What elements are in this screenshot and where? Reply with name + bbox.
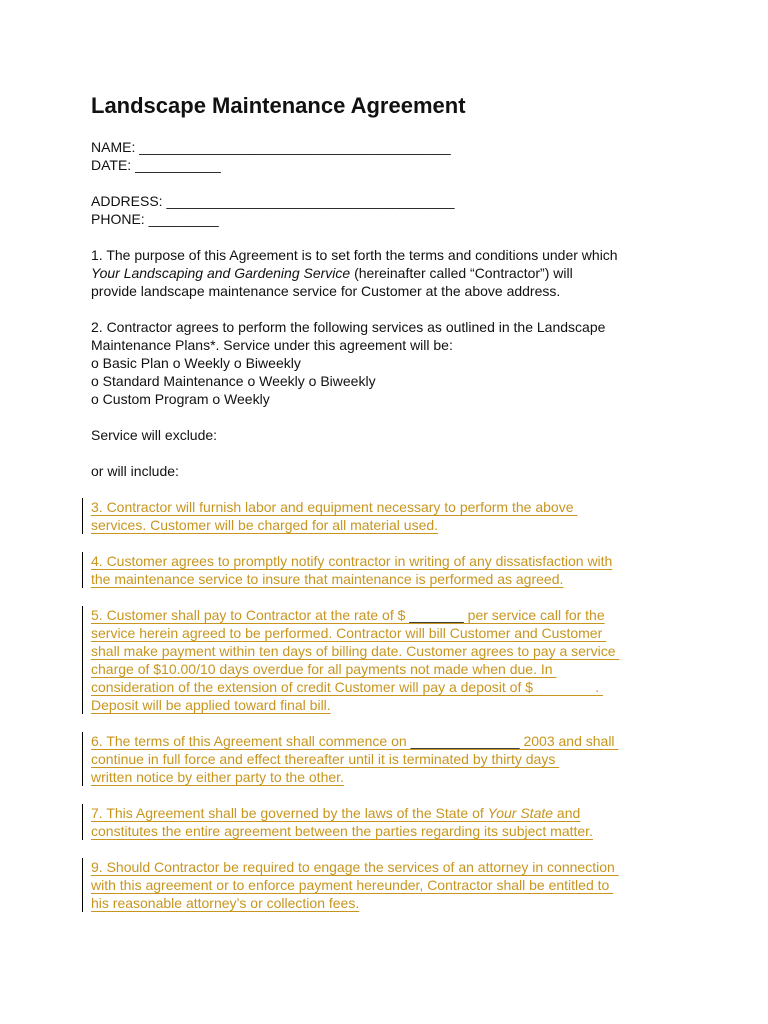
phone-field <box>91 210 761 228</box>
date-field <box>91 156 761 174</box>
clause-7-line-start: 7. This Agreement shall be governed by the laws of the State of <box>91 805 488 821</box>
clause-7-line: constitutes the entire agreement between the parties regarding its subject matter. <box>91 823 593 839</box>
clause-5-line <box>91 606 761 624</box>
clause-5 <box>91 606 761 714</box>
clause-7 <box>91 804 761 840</box>
clause-1-line: 1. The purpose of this Agreement is to set forth the terms and conditions under which <box>91 247 618 263</box>
phone-blank: _________ <box>148 211 219 227</box>
clause-2-line: Maintenance Plans*. Service under this agreement will be: <box>91 337 453 353</box>
change-bar <box>82 498 83 534</box>
clause-6-line: continue in full force and effect thereafter until it is terminated by thirty days <box>91 751 560 767</box>
clause-9 <box>91 858 761 912</box>
change-bar <box>82 858 83 912</box>
change-bar <box>82 732 83 786</box>
service-include <box>91 462 761 480</box>
name-label: NAME: <box>91 139 136 155</box>
rate-blank: _______ <box>409 607 464 623</box>
clause-5-line: Deposit will be applied toward final bill. <box>91 697 331 713</box>
service-include-line: or will include: <box>91 463 179 479</box>
address-label: ADDRESS: <box>91 193 163 209</box>
address-phone-fields <box>91 192 761 228</box>
clause-6-line-end: 2003 and shall <box>519 733 619 749</box>
address-field <box>91 192 761 210</box>
clause-3 <box>91 498 761 534</box>
clause-3-line: 3. Contractor will furnish labor and equipment necessary to perform the above <box>91 499 578 515</box>
clause-1 <box>91 246 761 300</box>
clause-2 <box>91 318 761 408</box>
clause-5-line: shall make payment within ten days of billing date. Customer agrees to pay a service <box>91 643 620 659</box>
name-blank: ________________________________________ <box>139 139 451 155</box>
change-bar <box>82 804 83 840</box>
clause-6-line-start: 6. The terms of this Agreement shall commence on <box>91 733 411 749</box>
clause-5-line-start: 5. Customer shall pay to Contractor at the rate of $ <box>91 607 410 623</box>
document-title: Landscape Maintenance Agreement <box>91 93 466 118</box>
clause-7-line <box>91 804 761 822</box>
contractor-name-italic: Your Landscaping and Gardening Service <box>91 265 351 281</box>
clause-1-line: provide landscape maintenance service for Customer at the above address. <box>91 283 561 299</box>
clause-5-line: service herein agreed to be performed. Contractor will bill Customer and Customer <box>91 625 607 641</box>
change-bar <box>82 552 83 588</box>
name-date-fields <box>91 138 761 174</box>
plan-option-custom: o Custom Program o Weekly <box>91 391 270 407</box>
clause-9-line: 9. Should Contractor be required to engage the services of an attorney in connection <box>91 859 619 875</box>
clause-5-line: charge of $10.00/10 days overdue for all payments not made when due. In <box>91 661 557 677</box>
clause-2-line: 2. Contractor agrees to perform the following services as outlined in the Landscape <box>91 319 606 335</box>
clause-5-line: consideration of the extension of credit Customer will pay a deposit of $ . <box>91 679 604 695</box>
document-page <box>91 93 761 930</box>
change-bar <box>82 606 83 714</box>
clause-6-line: written notice by either party to the other. <box>91 769 344 785</box>
clause-7-line-end: and <box>553 805 581 821</box>
clause-3-line: services. Customer will be charged for all material used. <box>91 517 439 533</box>
clause-9-line: his reasonable attorney’s or collection fees. <box>91 895 360 911</box>
plan-option-basic: o Basic Plan o Weekly o Biweekly <box>91 355 301 371</box>
service-exclude <box>91 426 761 444</box>
clause-5-line-end: per service call for the <box>463 607 605 623</box>
name-field <box>91 138 761 156</box>
clause-1-line-rest: (hereinafter called “Contractor”) will <box>350 265 573 281</box>
clause-4 <box>91 552 761 588</box>
plan-option-standard: o Standard Maintenance o Weekly o Biweekly <box>91 373 376 389</box>
clause-9-line: with this agreement or to enforce payment hereunder, Contractor shall be entitled to <box>91 877 614 893</box>
commence-date-blank: ______________ <box>410 733 520 749</box>
clause-4-line: the maintenance service to insure that maintenance is performed as agreed. <box>91 571 564 587</box>
clause-4-line: 4. Customer agrees to promptly notify contractor in writing of any dissatisfaction with <box>91 553 613 569</box>
state-name-italic: Your State <box>487 805 554 821</box>
clause-6 <box>91 732 761 786</box>
clause-1-line <box>91 264 761 282</box>
address-blank: _____________________________________ <box>166 193 455 209</box>
date-blank: ___________ <box>135 157 221 173</box>
date-label: DATE: <box>91 157 132 173</box>
clause-6-line <box>91 732 761 750</box>
phone-label: PHONE: <box>91 211 145 227</box>
service-exclude-line: Service will exclude: <box>91 427 218 443</box>
